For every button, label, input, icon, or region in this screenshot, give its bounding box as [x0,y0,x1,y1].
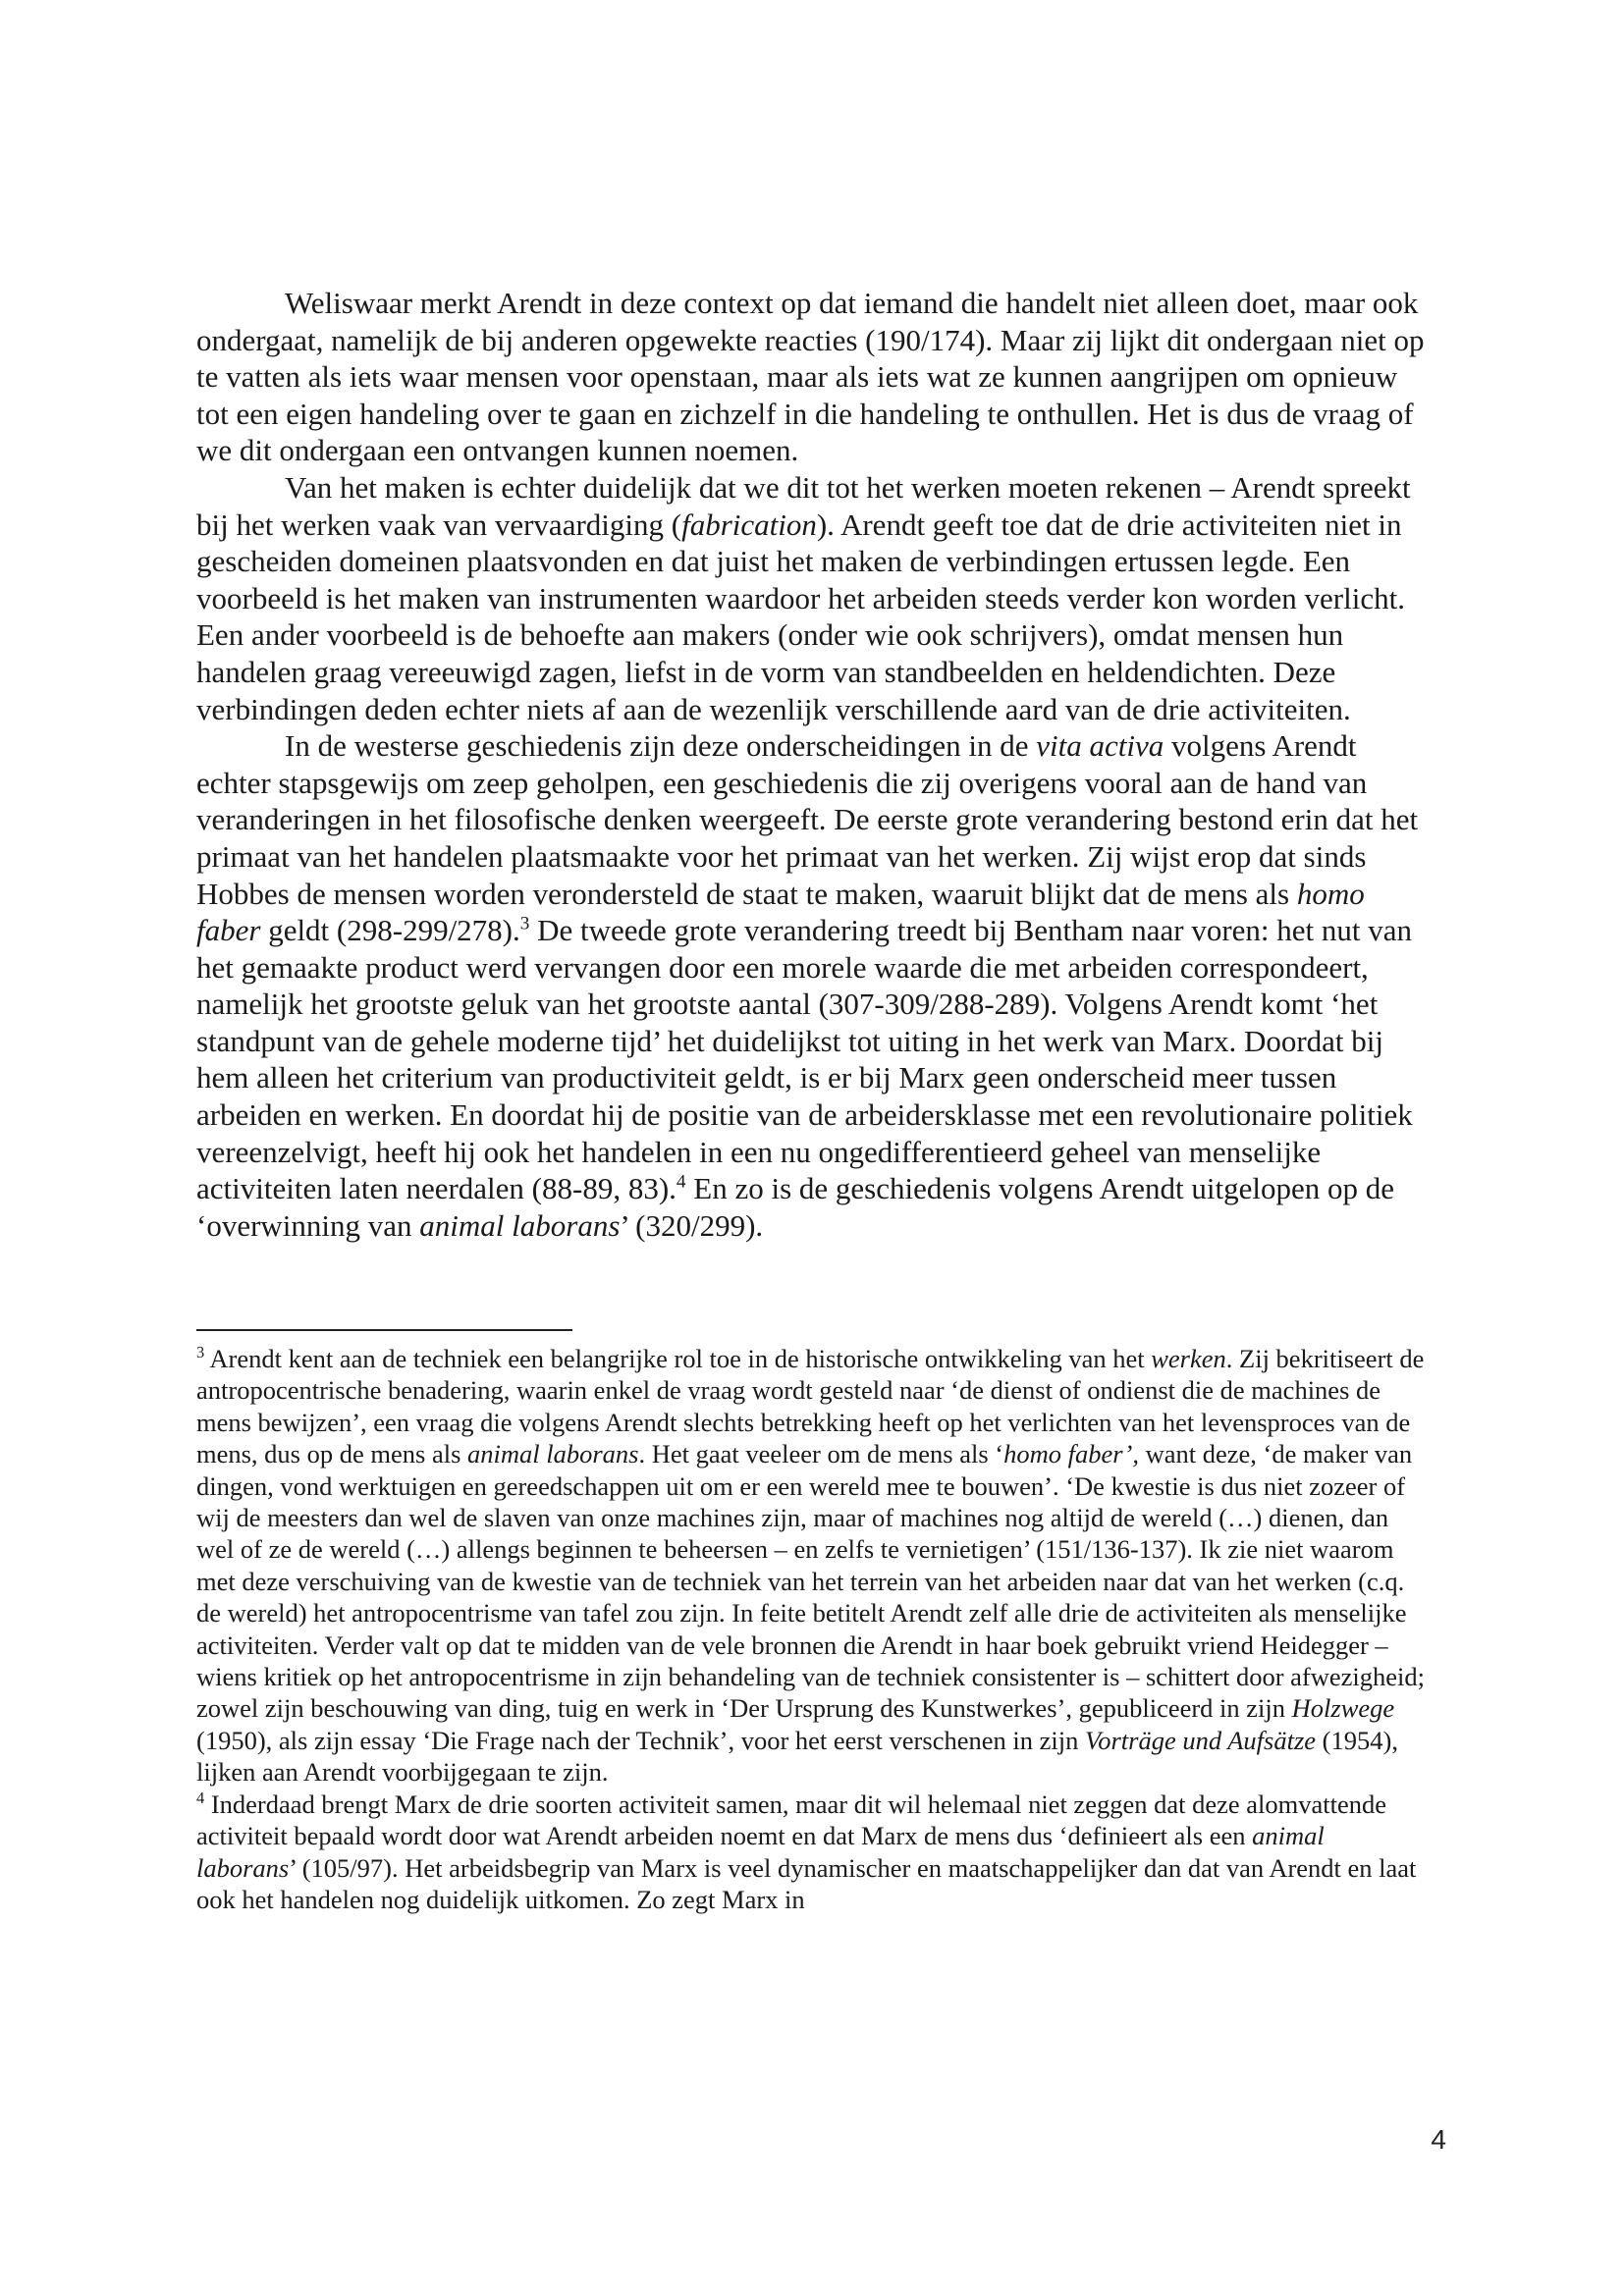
footnote-4-text-c: ’ (105/97). Het arbeidsbegrip van Marx is veel dynamischer en maatschappelijker dan dat van Arendt en laat ook het handelen nog duidelijk uitkomen. Zo zegt Marx in [196,1852,1417,1914]
paragraph-3 [196,727,1428,1244]
paragraph-3-italic-animal-laborans: animal laborans [419,1207,621,1243]
footnote-ref-3[interactable]: 3 [519,913,530,934]
footnote-ref-4[interactable]: 4 [676,1171,686,1193]
paragraph-3-text-a: In de westerse geschiedenis zijn deze onderscheidingen in de [285,728,1037,764]
footnote-3-italic-vortrage: Vorträge und Aufsätze [1084,1725,1317,1755]
footnote-3-text-e: . Het gaat veeleer om de mens als ‘ [638,1439,1004,1469]
paragraph-2-text-c: ). Arendt geeft toe dat de drie activiteiten niet in gescheiden domeinen plaatsvonden en dat juist het maken de verbindingen ertussen legde. Een voorbeeld is het maken van instrumenten waardoor het arbeiden steeds verder kon worden verlicht. Een ander voorbeeld is de behoefte aan makers (onder wie ook schrijvers), omdat mensen hun handelen graag vereeuwigd zagen, liefst in de vorm van standbeelden en heldendichten. Deze verbindingen deden echter niets af aan de wezenlijk verschillende aard van de drie activiteiten. [196,507,1405,726]
footnote-3-italic-homo-faber: homo faber’, [1003,1439,1139,1469]
page-number: 4 [1431,2124,1446,2155]
footnote-4-italic-animal-laborans: animal laborans [196,1821,1325,1883]
footnote-3-italic-werken: werken [1151,1344,1226,1373]
paragraph-3-text-e: geldt (298-299/278). [260,913,520,948]
main-text [196,285,1428,1244]
paragraph-2-italic-fabrication: fabrication [681,507,817,542]
paragraph-3-text-f: De tweede grote verandering treedt bij Bentham naar voren: het nut van het gemaakte product werd vervangen door een morele waarde die met arbeiden correspondeert, namelijk het grootste geluk van het grootste aantal (307-309/288-289). Volgens Arendt komt ‘het standpunt van de gehele moderne tijd’ het duidelijkst tot uiting in het werk van Marx. Doordat bij hem alleen het criterium van productiviteit geldt, is er bij Marx geen onderscheid meer tussen arbeiden en werken. En doordat hij de positie van de arbeidersklasse met een revolutionaire politiek vereenzelvigt, heeft hij ook het handelen in een nu ongedifferentieerd geheel van menselijke activiteiten laten neerdalen (88-89, 83). [196,913,1413,1206]
paragraph-3-text-g: En zo is de geschiedenis volgens Arendt uitgelopen op de ‘overwinning van [196,1171,1394,1243]
footnote-3-italic-animal-laborans: animal laborans [467,1439,639,1469]
footnote-3-number: 3 [196,1343,205,1362]
footnote-3-text-i: (1950), als zijn essay ‘Die Frage nach der Technik’, voor het eerst verschenen in zijn [196,1725,1085,1755]
footnote-3-text-a: Arendt kent aan de techniek een belangrijke rol toe in de historische ontwikkeling van het [204,1344,1152,1373]
footnote-4-text-a: Inderdaad brengt Marx de drie soorten activiteit samen, maar dit wil helemaal niet zeggen dat deze alomvattende activiteit bepaald wordt door wat Arendt arbeiden noemt en dat Marx de mens dus ‘definieert als een [196,1789,1387,1851]
paragraph-1 [196,285,1428,469]
footnote-3-text-c: . Zij bekritiseert de antropocentrische benadering, waarin enkel de vraag wordt gesteld naar ‘de dienst of ondienst die de machines de mens bewijzen’, een vraag die volgens Arendt slechts betrekking heeft op het verlichten van het levensproces van de mens, dus op de mens als [196,1344,1425,1469]
footnote-separator [196,1329,572,1331]
paragraph-2-text-a: Van het maken is echter duidelijk dat we dit tot het werken moeten rekenen – Arendt spreekt bij het werken vaak van vervaardiging ( [196,469,1411,542]
footnote-3-italic-holzwege: Holzwege [1291,1693,1395,1724]
paragraph-1-text: Weliswaar merkt Arendt in deze context op dat iemand die handelt niet alleen doet, maar ook ondergaat, namelijk de bij anderen opgewekte reacties (190/174). Maar zij lijkt dit ondergaan niet op te vatten als iets waar mensen voor openstaan, maar als iets wat ze kunnen aangrijpen om opnieuw tot een eigen handeling over te gaan en zichzelf in die handeling te onthullen. Het is dus de vraag of we dit ondergaan een ontvangen kunnen noemen. [196,286,1425,468]
footnote-4 [196,1789,1428,1916]
paragraph-3-text-c: volgens Arendt echter stapsgewijs om zeep geholpen, een geschiedenis die zij overigens vooral aan de hand van veranderingen in het filosofische denken weergeeft. De eerste grote verandering bestond erin dat het primaat van het handelen plaatsmaakte voor het primaat van het werken. Zij wijst erop dat sinds Hobbes de mensen worden verondersteld de staat te maken, waaruit blijkt dat de mens als [196,728,1419,911]
paragraph-2 [196,469,1428,727]
paragraph-3-italic-vita-activa: vita activa [1036,728,1164,764]
footnote-4-number: 4 [196,1788,205,1807]
footnotes [196,1343,1428,1915]
footnote-3 [196,1343,1428,1789]
paragraph-3-italic-homo-faber: homo faber [196,876,1365,948]
paragraph-3-text-i: ’ (320/299). [620,1207,764,1243]
footnote-3-text-k: (1954), lijken aan Arendt voorbijgegaan te zijn. [196,1725,1398,1788]
footnote-3-text-g: want deze, ‘de maker van dingen, vond werktuigen en gereedschappen uit om er een wereld mee te bouwen’. ‘De kwestie is dus niet zozeer of wij de meesters dan wel de slaven van onze machines zijn, maar of machines nog altijd de wereld (…) dienen, dan wel of ze de wereld (…) allengs beginnen te beheersen – en zelfs te vernietigen’ (151/136-137). Ik zie niet waarom met deze verschuiving van de kwestie van de techniek van het terrein van het arbeiden naar dat van het werken (c.q. de wereld) het antropocentrisme van tafel zou zijn. In feite betitelt Arendt zelf alle drie de activiteiten als menselijke activiteiten. Verder valt op dat te midden van de vele bronnen die Arendt in haar boek gebruikt vriend Heidegger – wiens kritiek op het antropocentrisme in zijn behandeling van de techniek consistenter is – schittert door afwezigheid; zowel zijn beschouwing van ding, tuig en werk in ‘Der Ursprung des Kunstwerkes’, gepubliceerd in zijn [196,1439,1426,1724]
